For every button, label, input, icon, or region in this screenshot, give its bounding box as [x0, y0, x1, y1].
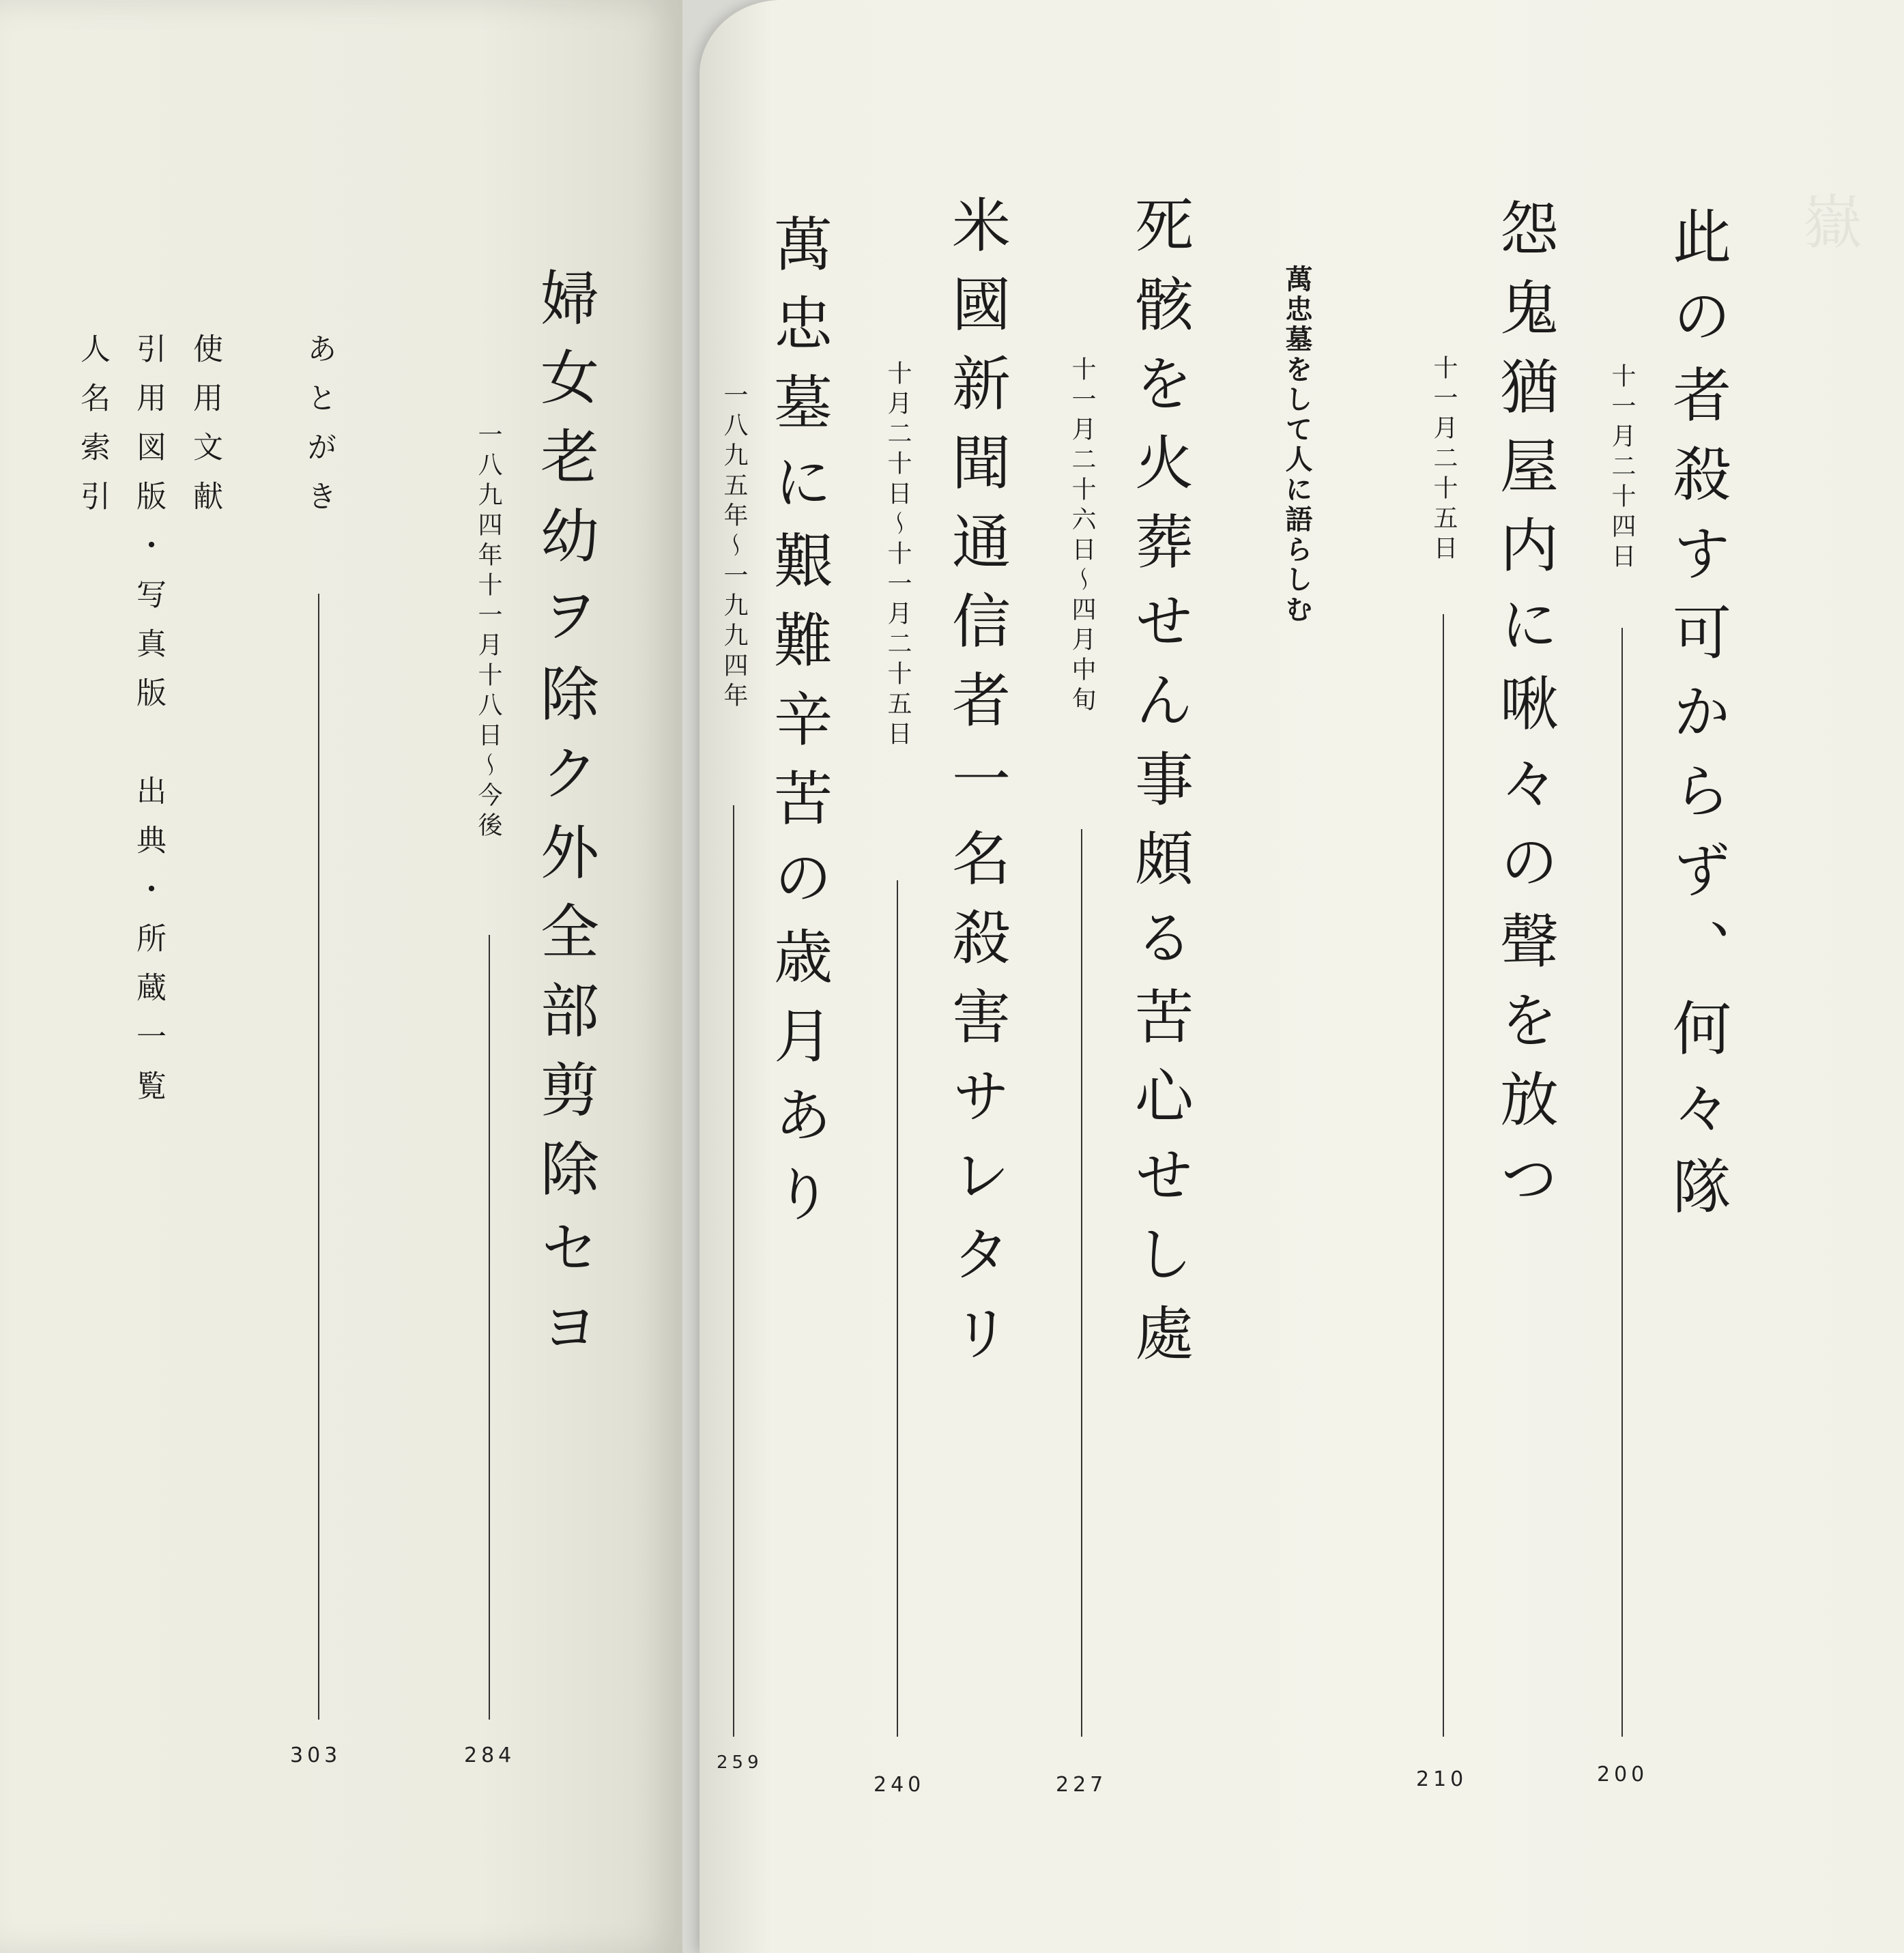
toc-subheading[interactable]: 萬忠墓をして人に語らしむ [1281, 265, 1312, 625]
toc-page-number: 240 [874, 1773, 925, 1797]
toc-illustration-sources[interactable]: 引用図版・写真版 出典・所蔵一覧 [131, 333, 166, 1119]
toc-entry-title[interactable]: 萬忠墓に艱難辛苦の歳月あり [764, 214, 832, 1243]
toc-entry-date: 十月二十日～十一月二十五日 [884, 360, 912, 751]
toc-leader-line [897, 880, 898, 1737]
toc-entry-title[interactable]: 婦女老幼ヲ除ク外全部剪除セヨ [530, 267, 598, 1376]
toc-entry-title[interactable]: 死骸を火葬せん事頗る苦心せし處 [1125, 194, 1193, 1382]
toc-entry-title[interactable]: 怨鬼猶屋内に啾々の聲を放つ [1490, 198, 1558, 1227]
toc-entry-date: 一八九五年～一九九四年 [720, 382, 748, 712]
toc-entry-title[interactable]: 此の者殺す可からず、何々隊 [1662, 206, 1731, 1235]
toc-page-number: 210 [1416, 1767, 1468, 1791]
bleed-through-text: 嶽 [1793, 191, 1861, 587]
toc-name-index[interactable]: 人名索引 [75, 333, 110, 530]
toc-entry-date: 一八九四年十一月十八日～今後 [474, 422, 502, 842]
toc-leader-line [1443, 614, 1444, 1737]
toc-entry-date: 十一月二十六日～四月中旬 [1068, 356, 1096, 717]
toc-leader-line [489, 935, 490, 1720]
toc-page-number: 200 [1597, 1763, 1649, 1786]
toc-entry-title[interactable]: 米國新聞通信者一名殺害サレタリ [942, 194, 1010, 1382]
toc-leader-line [1621, 628, 1623, 1737]
toc-entry-date: 十一月二十五日 [1430, 355, 1458, 565]
toc-leader-line [318, 594, 319, 1720]
toc-page-number: 303 [290, 1744, 342, 1767]
toc-afterword[interactable]: あとがき [302, 333, 336, 530]
toc-entry-date: 十一月二十四日 [1608, 363, 1636, 573]
toc-leader-line [733, 805, 734, 1737]
toc-page-number: 227 [1056, 1773, 1108, 1797]
toc-page-number: 284 [464, 1744, 516, 1767]
toc-references[interactable]: 使用文献 [188, 333, 222, 530]
toc-page-number: 259 [717, 1752, 763, 1773]
toc-leader-line [1081, 829, 1082, 1737]
